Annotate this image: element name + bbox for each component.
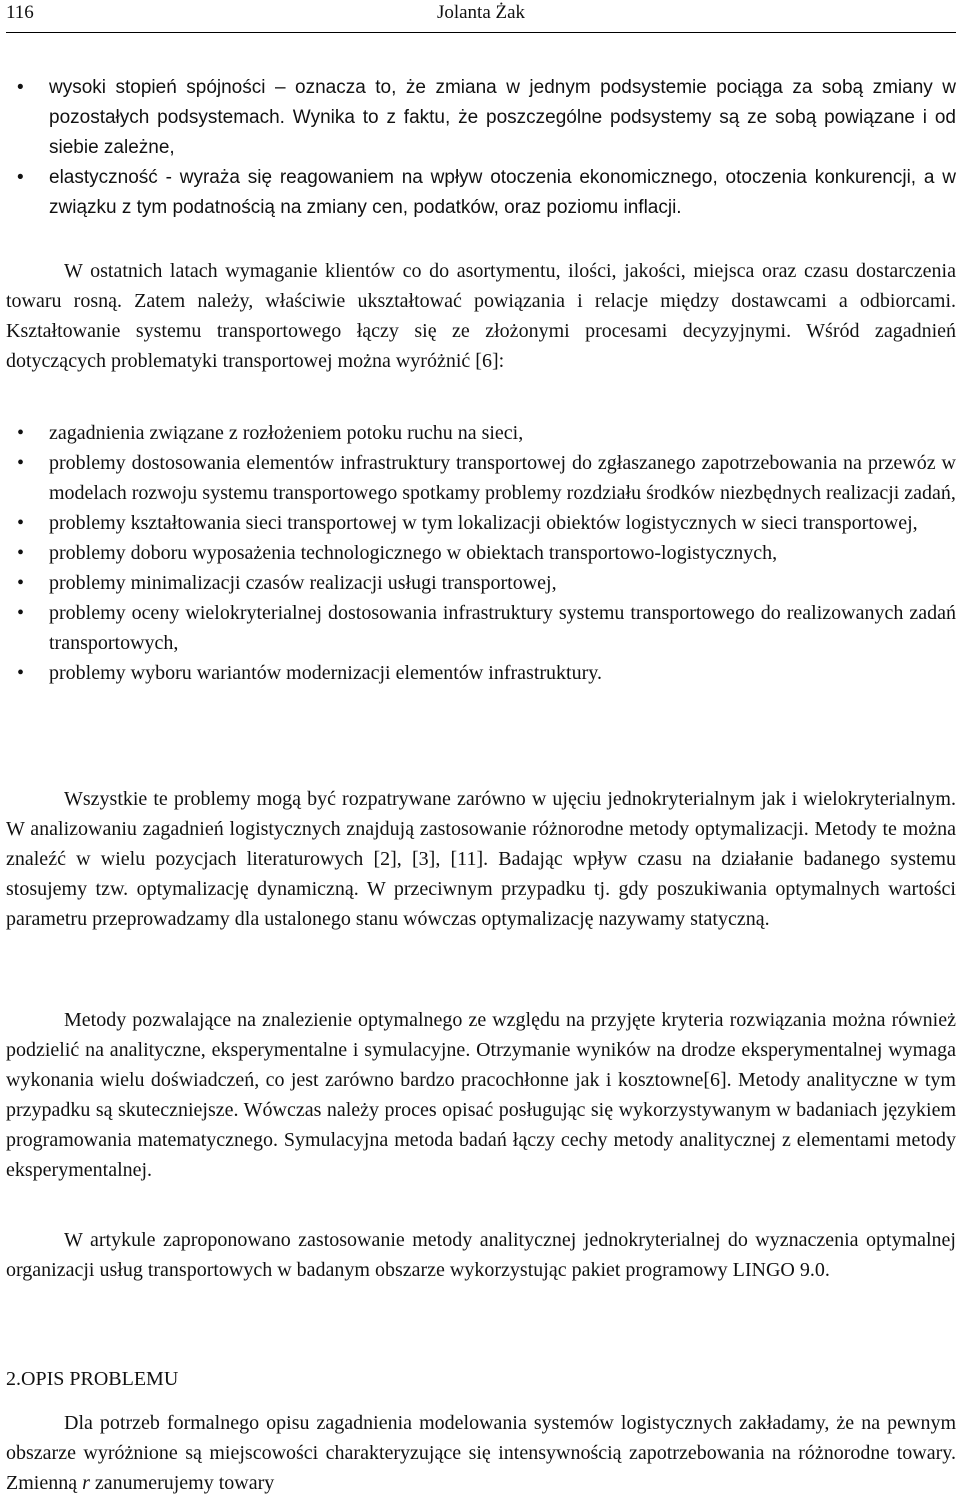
running-title-author: Jolanta Żak [436,2,526,23]
list-item-text: problemy doboru wyposażenia technologicznego w obiektach transportowo-logistycznych, [49,542,778,564]
paragraph-article-aim: W artykule zaproponowano zastosowanie metody analitycznej jednokryterialnej do wyznaczenia optymalnej organizacji usług transportowych w badanym obszarze wykorzystując pakiet programowy LINGO 9.0. [6,1229,956,1281]
list-item-text: elastyczność - wyraża się reagowaniem na wpływ otoczenia ekonomicznego, otoczenia konkurencji, a w związku z tym podatnością na zmiany cen, podatków, oraz poziomu inflacji. [49,167,956,218]
list-item-text: problemy dostosowania elementów infrastruktury transportowej do zgłaszanego zapotrzebowania na przewóz w modelach rozwoju systemu transportowego spotkamy problemy rozdziału środków niezbędnych realizacji zadań, [49,452,956,504]
bullet-icon: • [17,452,25,474]
bullet-icon: • [17,167,24,188]
list-item [6,658,956,688]
page-number: 116 [6,2,34,23]
bullet-icon: • [17,422,25,444]
list-item-text: problemy kształtowania sieci transportowej w tym lokalizacji obiektów logistycznych w sieci transportowej, [49,512,918,534]
list-item-text: problemy oceny wielokryterialnej dostosowania infrastruktury systemu transportowego do realizowanych zadań transportowych, [49,602,956,654]
list-item-text: problemy minimalizacji czasów realizacji usługi transportowej, [49,572,557,594]
paragraph-text: Dla potrzeb formalnego opisu zagadnienia modelowania systemów logistycznych zakładamy, że na pewnym obszarze wyróżnione są miejscowości charakteryzujące się intensywnością zapotrzebowania na różnorodne towary. Zmienną [6,1412,956,1494]
paragraph-intro: W ostatnich latach wymaganie klientów co do asortymentu, ilości, jakości, miejsca oraz czasu dostarczenia towaru rosną. Zatem należy, właściwie ukształtować powiązania i relacje między dostawcami a odbiorcami. Kształtowanie systemu transportowego łączy się ze złożonymi procesami decyzyjnymi. Wśród zagadnień dotyczących problematyki transportowej można wyróżnić [6]: [6,260,956,372]
list-item [6,448,956,508]
list-item [6,73,956,163]
paragraph-methods: Metody pozwalające na znalezienie optymalnego ze względu na przyjęte kryteria rozwiązania można również podzielić na analityczne, eksperymentalne i symulacyjne. Otrzymanie wyników na drodze eksperymentalnej wymaga wykonania wielu doświadczeń, co jest zarówno bardzo pracochłonne jak i kosztowne[6]. Metody analityczne w tym przypadku są skuteczniejsze. Wówczas należy proces opisać posługując się wykorzystywanym w badaniach językiem programowania matematycznego. Symulacyjna metoda badań łączy cechy metody analitycznej z elementami metody eksperymentalnej. [6,1009,956,1181]
bullet-list-transport-problems [6,418,956,688]
page-header [6,0,956,33]
list-item [6,418,956,448]
list-item-text: problemy wyboru wariantów modernizacji elementów infrastruktury. [49,662,602,684]
list-item [6,508,956,538]
variable-r: r [82,1472,90,1494]
list-item [6,568,956,598]
bullet-list-system-features [6,73,956,223]
paragraph-problem-description [6,1408,956,1498]
bullet-icon: • [17,542,25,564]
section-heading: 2.OPIS PROBLEMU [6,1368,179,1390]
bullet-icon: • [17,572,25,594]
paragraph-optimization: Wszystkie te problemy mogą być rozpatrywane zarówno w ujęciu jednokryterialnym jak i wielokryterialnym. W analizowaniu zagadnień logistycznych znajdują zastosowanie różnorodne metody optymalizacji. Metody te można znaleźć w wielu pozycjach literaturowych [2], [3], [11]. Badając wpływ czasu na działanie badanego systemu stosujemy tzw. optymalizację dynamiczną. W przeciwnym przypadku tj. gdy poszukiwania optymalnych wartości parametru przeprowadzamy dla ustalonego stanu wówczas optymalizację nazywamy statyczną. [6,788,956,930]
list-item [6,163,956,223]
paragraph-tail: zanumerujemy towary [89,1472,275,1494]
bullet-icon: • [17,662,25,684]
bullet-icon: • [17,512,25,534]
bullet-icon: • [17,602,25,624]
bullet-icon: • [17,77,24,98]
list-item-text: wysoki stopień spójności – oznacza to, że zmiana w jednym podsystemie pociąga za sobą zmiany w pozostałych podsystemach. Wynika to z faktu, że poszczególne podsystemy są ze sobą powiązane i od siebie zależne, [49,77,956,158]
list-item-text: zagadnienia związane z rozłożeniem potoku ruchu na sieci, [49,422,524,444]
list-item [6,598,956,658]
list-item [6,538,956,568]
